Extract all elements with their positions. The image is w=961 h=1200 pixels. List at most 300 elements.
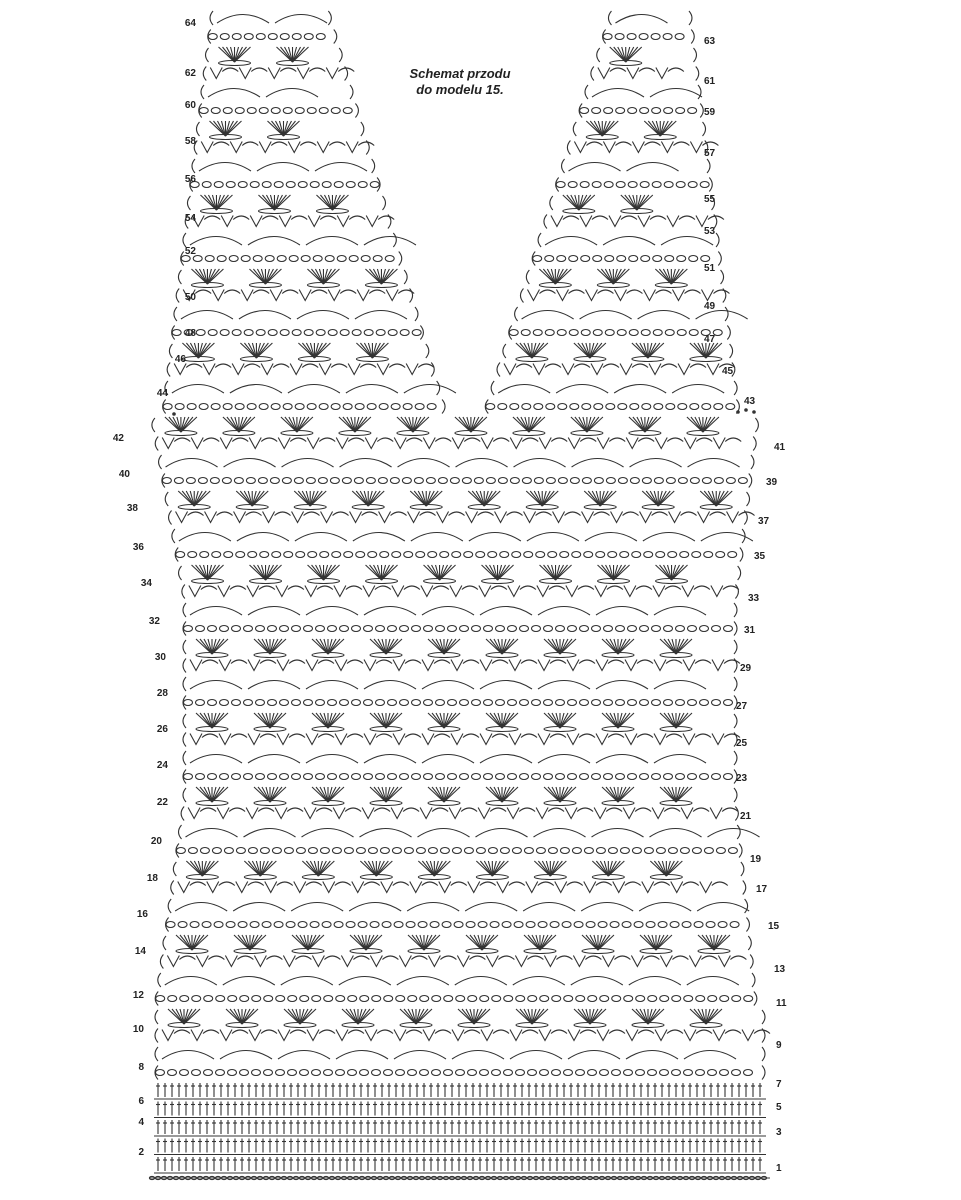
small-arch <box>610 68 626 72</box>
edge-turn <box>393 233 396 247</box>
small-arch <box>277 882 293 886</box>
chain-loop <box>320 848 329 854</box>
small-arch <box>661 364 677 368</box>
chain-loop <box>224 552 233 558</box>
small-arch <box>317 586 333 590</box>
small-arch <box>217 512 233 516</box>
v-stitch <box>508 586 520 597</box>
small-arch <box>261 438 277 442</box>
small-arch <box>519 808 535 812</box>
small-arch <box>349 216 365 220</box>
v-stitch <box>497 882 509 893</box>
edge-turn <box>334 30 337 44</box>
chain-loop <box>701 256 710 262</box>
chain-loop <box>628 108 637 114</box>
chain-loop <box>228 1070 237 1076</box>
v-stitch <box>423 1030 435 1041</box>
chain-loop <box>452 848 461 854</box>
chain-loop <box>622 922 631 928</box>
small-arch <box>405 660 421 664</box>
row-label-left: 52 <box>184 246 196 257</box>
small-arch <box>369 290 385 294</box>
edge-turn <box>437 381 440 395</box>
edge-turn <box>192 159 195 173</box>
v-stitch <box>178 882 190 893</box>
v-stitch <box>627 68 639 79</box>
small-arch <box>667 1030 683 1034</box>
small-arch <box>329 142 345 146</box>
small-arch <box>464 438 480 442</box>
chain-loop <box>328 330 337 336</box>
chain-loop <box>354 478 363 484</box>
chain-loop <box>210 478 219 484</box>
chain-loop <box>604 182 613 188</box>
v-stitch <box>254 956 266 967</box>
small-arch <box>348 1030 364 1034</box>
chain-loop <box>628 182 637 188</box>
v-stitch <box>270 290 282 301</box>
v-stitch <box>205 512 217 523</box>
chain-loop <box>724 700 733 706</box>
chain-loop <box>420 1070 429 1076</box>
chain-loop <box>538 922 547 928</box>
v-stitch <box>567 734 579 745</box>
chain-loop <box>664 700 673 706</box>
fan-stitch <box>204 639 212 654</box>
chain-loop <box>416 848 425 854</box>
v-stitch <box>249 1030 261 1041</box>
chain-loop <box>274 922 283 928</box>
edge-turn <box>753 437 756 451</box>
edge-turn <box>749 474 752 488</box>
fan-stitch <box>664 565 672 580</box>
fan-stitch <box>208 195 216 210</box>
chain-loop <box>588 996 597 1002</box>
v-stitch <box>306 660 318 671</box>
small-arch <box>637 734 653 738</box>
v-stitch <box>336 438 348 449</box>
chain-loop <box>682 922 691 928</box>
chain-loop <box>688 626 697 632</box>
chain-loop <box>355 404 364 410</box>
chain-loop <box>348 1070 357 1076</box>
v-stitch <box>210 68 222 79</box>
chain-loop <box>343 404 352 410</box>
row-label-left: 2 <box>138 1147 144 1158</box>
chain-loop <box>208 626 217 632</box>
chain-loop <box>376 330 385 336</box>
small-arch <box>667 438 683 442</box>
chain-loop <box>283 404 292 410</box>
v-stitch <box>306 734 318 745</box>
chain-loop <box>466 922 475 928</box>
small-arch <box>696 438 712 442</box>
small-arch <box>347 734 363 738</box>
v-stitch <box>742 1030 754 1041</box>
fan-stitch <box>358 935 366 950</box>
chain-loop <box>708 1070 717 1076</box>
v-stitch <box>162 1030 174 1041</box>
chain-loop <box>224 848 233 854</box>
small-arch <box>478 512 494 516</box>
chain-loop <box>196 774 205 780</box>
chain-loop <box>307 404 316 410</box>
v-stitch <box>672 290 684 301</box>
small-arch <box>375 586 391 590</box>
fan-stitch <box>552 639 560 654</box>
chain-loop <box>652 774 661 780</box>
chain-loop <box>720 1070 729 1076</box>
chain-loop <box>258 478 267 484</box>
arch-stitch <box>162 1051 214 1060</box>
chain-loop <box>532 700 541 706</box>
small-arch <box>521 660 537 664</box>
arch-stitch <box>585 533 637 542</box>
chain-loop <box>528 1070 537 1076</box>
small-arch <box>644 142 660 146</box>
fan-stitch <box>190 343 198 358</box>
small-arch <box>549 586 565 590</box>
chain-loop <box>656 552 665 558</box>
edge-turn <box>520 289 523 303</box>
chain-loop <box>240 996 249 1002</box>
v-stitch <box>654 660 666 671</box>
v-stitch <box>700 882 712 893</box>
chain-loop <box>462 478 471 484</box>
fan-stitch <box>199 269 207 284</box>
chain-loop <box>187 404 196 410</box>
chain-loop <box>331 108 340 114</box>
chain-loop <box>156 996 165 1002</box>
chain-loop <box>280 700 289 706</box>
v-stitch <box>321 512 333 523</box>
small-arch <box>614 956 630 960</box>
small-arch <box>405 734 421 738</box>
edge-turn <box>159 455 162 469</box>
chain-loop <box>569 330 578 336</box>
small-arch <box>324 956 340 960</box>
v-stitch <box>452 1030 464 1041</box>
chain-loop <box>548 848 557 854</box>
v-stitch <box>609 216 621 227</box>
v-stitch <box>669 512 681 523</box>
fan-stitch <box>650 491 658 506</box>
chain-loop <box>592 774 601 780</box>
small-arch <box>289 660 305 664</box>
v-stitch <box>323 882 335 893</box>
small-arch <box>636 586 652 590</box>
v-stitch <box>392 586 404 597</box>
chain-loop <box>340 700 349 706</box>
v-stitch <box>684 1030 696 1041</box>
chain-loop <box>190 922 199 928</box>
small-arch <box>346 586 362 590</box>
chain-loop <box>522 404 531 410</box>
chain-loop <box>516 1070 525 1076</box>
chain-loop <box>289 256 298 262</box>
small-arch <box>550 660 566 664</box>
chain-loop <box>364 626 373 632</box>
v-stitch <box>319 364 331 375</box>
small-arch <box>406 1030 422 1034</box>
chain-loop <box>552 1070 561 1076</box>
chain-loop <box>310 182 319 188</box>
edge-turn <box>173 862 176 876</box>
fan-stitch <box>494 713 502 728</box>
small-arch <box>536 512 552 516</box>
chain-loop <box>528 996 537 1002</box>
edge-turn <box>734 677 737 691</box>
chain-loop <box>584 552 593 558</box>
row-label-right: 39 <box>766 477 778 488</box>
fan-stitch <box>606 565 614 580</box>
small-arch <box>435 438 451 442</box>
chain-loop <box>366 478 375 484</box>
arch-stitch <box>654 607 706 616</box>
chain-loop <box>500 552 509 558</box>
edge-turn <box>741 862 744 876</box>
arch-stitch <box>580 311 632 320</box>
chain-loop <box>343 108 352 114</box>
v-stitch <box>580 216 592 227</box>
arch-stitch <box>572 459 624 468</box>
chain-loop <box>427 404 436 410</box>
chain-loop <box>220 774 229 780</box>
small-arch <box>231 660 247 664</box>
chain-loop <box>688 774 697 780</box>
chain-loop <box>524 848 533 854</box>
chain-loop <box>604 108 613 114</box>
chain-loop <box>700 700 709 706</box>
small-arch <box>568 290 584 294</box>
chain-loop <box>272 552 281 558</box>
edge-turn <box>160 955 163 969</box>
v-stitch <box>234 512 246 523</box>
chain-loop <box>700 626 709 632</box>
fan-stitch <box>310 861 318 876</box>
chain-loop <box>247 108 256 114</box>
v-stitch <box>241 290 253 301</box>
chain-loop <box>653 256 662 262</box>
chain-loop <box>700 774 709 780</box>
edge-turn <box>155 1066 158 1080</box>
edge-turn <box>174 307 177 321</box>
chain-loop <box>608 848 617 854</box>
small-arch <box>174 438 190 442</box>
row-label-left: 60 <box>184 100 196 111</box>
arch-stitch <box>523 903 575 912</box>
edge-turn <box>727 326 730 340</box>
fan-stitch <box>266 195 274 210</box>
arch-stitch <box>452 1051 504 1060</box>
chain-loop <box>702 478 711 484</box>
edge-turn <box>745 899 748 913</box>
chain-loop <box>476 552 485 558</box>
fan-stitch <box>378 787 386 802</box>
arch-stitch <box>407 903 459 912</box>
v-stitch <box>265 882 277 893</box>
chain-loop <box>730 922 739 928</box>
edge-turn <box>328 11 331 25</box>
chain-loop <box>526 922 535 928</box>
chain-loop <box>364 330 373 336</box>
v-stitch <box>201 142 213 153</box>
row-label-left: 50 <box>184 292 196 303</box>
row-label-right: 63 <box>704 36 716 47</box>
chain-loop <box>214 922 223 928</box>
chain-loop <box>304 330 313 336</box>
v-stitch <box>328 290 340 301</box>
v-stitch <box>538 660 550 671</box>
chain-loop <box>514 922 523 928</box>
arch-stitch <box>291 903 343 912</box>
chain-loop <box>274 182 283 188</box>
chain-loop <box>492 996 501 1002</box>
chain-loop <box>388 774 397 780</box>
arch-stitch <box>592 89 644 98</box>
chain-loop <box>336 1070 345 1076</box>
edge-turn <box>762 1066 765 1080</box>
edge-turn <box>721 270 724 284</box>
v-stitch <box>565 808 577 819</box>
small-arch <box>411 956 427 960</box>
chain-loop <box>648 996 657 1002</box>
v-stitch <box>263 512 275 523</box>
chain-loop <box>344 848 353 854</box>
small-arch <box>679 216 695 220</box>
chain-loop <box>408 1070 417 1076</box>
fan-stitch <box>262 787 270 802</box>
v-stitch <box>614 290 626 301</box>
small-arch <box>190 882 206 886</box>
small-arch <box>289 734 305 738</box>
arch-stitch <box>476 829 528 838</box>
v-stitch <box>279 216 291 227</box>
v-stitch <box>526 882 538 893</box>
chain-loop <box>196 626 205 632</box>
chain-loop <box>370 182 379 188</box>
small-arch <box>335 882 351 886</box>
v-stitch <box>276 586 288 597</box>
chain-loop <box>232 330 241 336</box>
edge-turn <box>361 122 364 136</box>
chain-loop <box>364 774 373 780</box>
chain-loop <box>184 774 193 780</box>
marker-dot <box>752 410 756 414</box>
v-stitch <box>410 882 422 893</box>
arch-stitch <box>340 459 392 468</box>
chain-loop <box>272 848 281 854</box>
chain-loop <box>712 700 721 706</box>
chain-loop <box>556 774 565 780</box>
chain-loop <box>524 552 533 558</box>
fan-stitch <box>234 1009 242 1024</box>
chain-loop <box>677 256 686 262</box>
row-label-left: 58 <box>184 136 196 147</box>
v-stitch <box>190 734 202 745</box>
v-stitch <box>504 364 516 375</box>
title-line-2: do modelu 15. <box>416 82 504 97</box>
chain-loop <box>603 34 612 40</box>
chain-loop <box>644 848 653 854</box>
row-label-right: 37 <box>758 516 770 527</box>
small-arch <box>213 142 229 146</box>
v-stitch <box>259 142 271 153</box>
chain-loop <box>692 552 701 558</box>
small-arch <box>376 660 392 664</box>
chain-loop <box>319 108 328 114</box>
fan-stitch <box>316 565 324 580</box>
fan-stitch <box>547 269 555 284</box>
chain-loop <box>704 552 713 558</box>
chain-loop <box>312 1070 321 1076</box>
fan-stitch <box>252 861 260 876</box>
small-arch <box>232 438 248 442</box>
row-label-right: 25 <box>736 738 748 749</box>
chain-loop <box>276 996 285 1002</box>
chain-loop <box>572 552 581 558</box>
chain-loop <box>328 626 337 632</box>
chain-loop <box>223 108 232 114</box>
chain-loop <box>460 774 469 780</box>
small-arch <box>594 512 610 516</box>
chain-loop <box>641 330 650 336</box>
chain-loop <box>728 848 737 854</box>
small-arch <box>208 956 224 960</box>
v-stitch <box>317 142 329 153</box>
edge-turn <box>179 566 182 580</box>
fan-stitch <box>368 861 376 876</box>
edge-turn <box>183 770 186 784</box>
v-stitch <box>711 586 723 597</box>
chain-loop <box>664 108 673 114</box>
chain-loop <box>256 330 265 336</box>
fan-stitch <box>320 787 328 802</box>
v-stitch <box>613 882 625 893</box>
chain-loop <box>244 626 253 632</box>
chain-loop <box>580 108 589 114</box>
v-stitch <box>598 68 610 79</box>
edge-turn <box>491 381 494 395</box>
small-arch <box>290 1030 306 1034</box>
chain-loop <box>550 922 559 928</box>
arch-stitch <box>278 1051 330 1060</box>
v-stitch <box>335 660 347 671</box>
fan-stitch <box>289 417 297 432</box>
chain-loop <box>296 848 305 854</box>
small-arch <box>420 512 436 516</box>
fan-stitch <box>582 343 590 358</box>
v-stitch <box>632 142 644 153</box>
chain-loop <box>356 552 365 558</box>
arch-stitch <box>181 311 233 320</box>
chain-loop <box>400 626 409 632</box>
fan-stitch <box>652 121 660 136</box>
row-label-right: 29 <box>740 663 752 674</box>
chain-loop <box>376 774 385 780</box>
chain-loop <box>262 922 271 928</box>
v-stitch <box>449 808 461 819</box>
edge-turn <box>172 529 175 543</box>
row-label-left: 56 <box>184 174 196 185</box>
v-stitch <box>261 364 273 375</box>
chain-loop <box>358 182 367 188</box>
chain-loop <box>420 996 429 1002</box>
chain-loop <box>476 848 485 854</box>
chain-loop <box>380 848 389 854</box>
chain-loop <box>292 626 301 632</box>
arch-stitch <box>708 829 760 838</box>
